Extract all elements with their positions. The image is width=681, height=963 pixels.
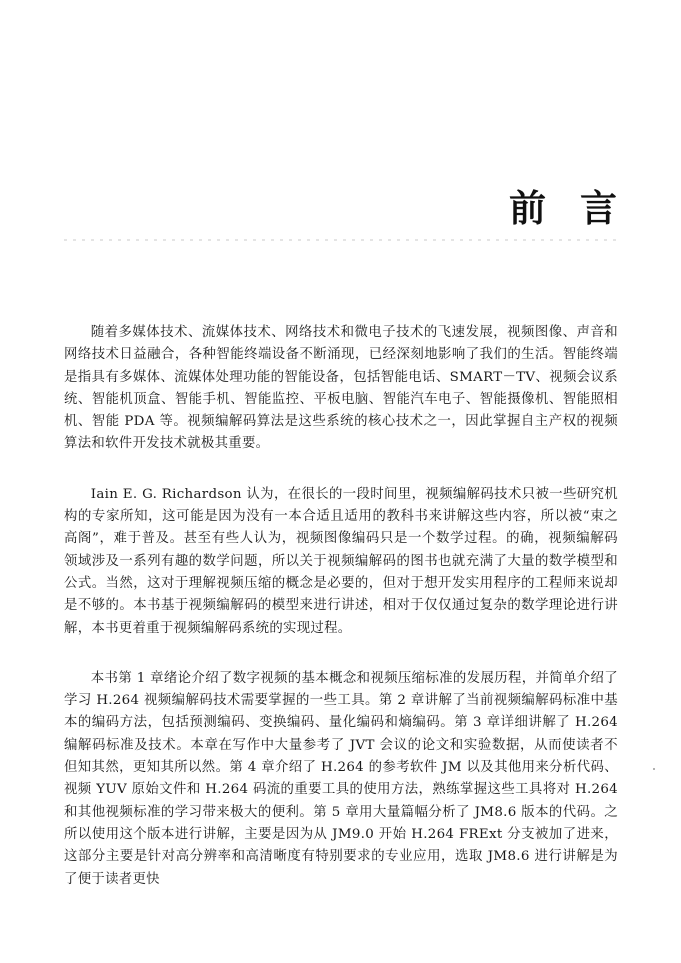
paragraph-2: Iain E. G. Richardson 认为，在很长的一段时间里，视频编解码技术只被一些研究机构的专家所知，这可能是因为没有一本合适且适用的教科书来讲解这些内容，所以被“束之高阁”，难于普及。甚至有些人认为，视频图像编码只是一个数学过程。的确，视频编解码领域涉及一系列有趣的数学问题，所以关于视频编解码的图书也就充满了大量的数学模型和公式。当然，这对于理解视频压缩的概念是必要的，但对于想开发实用程序的工程师来说却是不够的。本书基于视频编解码的模型来进行讲述，相对于仅仅通过复杂的数学理论进行讲解，本书更着重于视频编解码系统的实现过程。 [64, 486, 618, 636]
paragraph-1: 随着多媒体技术、流媒体技术、网络技术和微电子技术的飞速发展，视频图像、声音和网络技术日益融合，各种智能终端设备不断涌现，已经深刻地影响了我们的生活。智能终端是指具有多媒体、流媒体处理功能的智能设备，包括智能电话、SMART－TV、视频会议系统、智能机顶盒、智能手机、智能监控、平板电脑、智能汽车电子、智能摄像机、智能照相机、智能 PDA 等。视频编解码算法是这些系统的核心技术之一，因此掌握自主产权的视频算法和软件开发技术就极其重要。 [64, 325, 618, 452]
paragraph-3: 本书第 1 章绪论介绍了数字视频的基本概念和视频压缩标准的发展历程，并简单介绍了学习 H.264 视频编解码技术需要掌握的一些工具。第 2 章讲解了当前视频编解码标准中基本的编码方法，包括预测编码、变换编码、量化编码和熵编码。第 3 章详细讲解了 H.264 编解码标准及技术。本章在写作中大量参考了 JVT 会议的论文和实验数据，从而使读者不但知其然，更知其所以然。第 4 章介绍了 H.264 的参考软件 JM 以及其他用来分析代码、视频 YUV 原始文件和 H.264 码流的重要工具的使用方法，熟练掌握这些工具将对 H.264 和其他视频标准的学习带来极大的便利。第 5 章用大量篇幅分析了 JM8.6 版本的代码。之所以使用这个版本进行讲解，主要是因为从 JM9.0 开始 H.264 FRExt 分支被加了进来，这部分主要是针对高分辨率和高清晰度有特别要求的专业应用，选取 JM8.6 进行讲解是为了便于读者更快 [64, 670, 618, 887]
title-divider [64, 239, 618, 241]
preface-body [64, 322, 618, 919]
scan-speck [653, 768, 655, 770]
page-title: 前言 [509, 187, 651, 230]
